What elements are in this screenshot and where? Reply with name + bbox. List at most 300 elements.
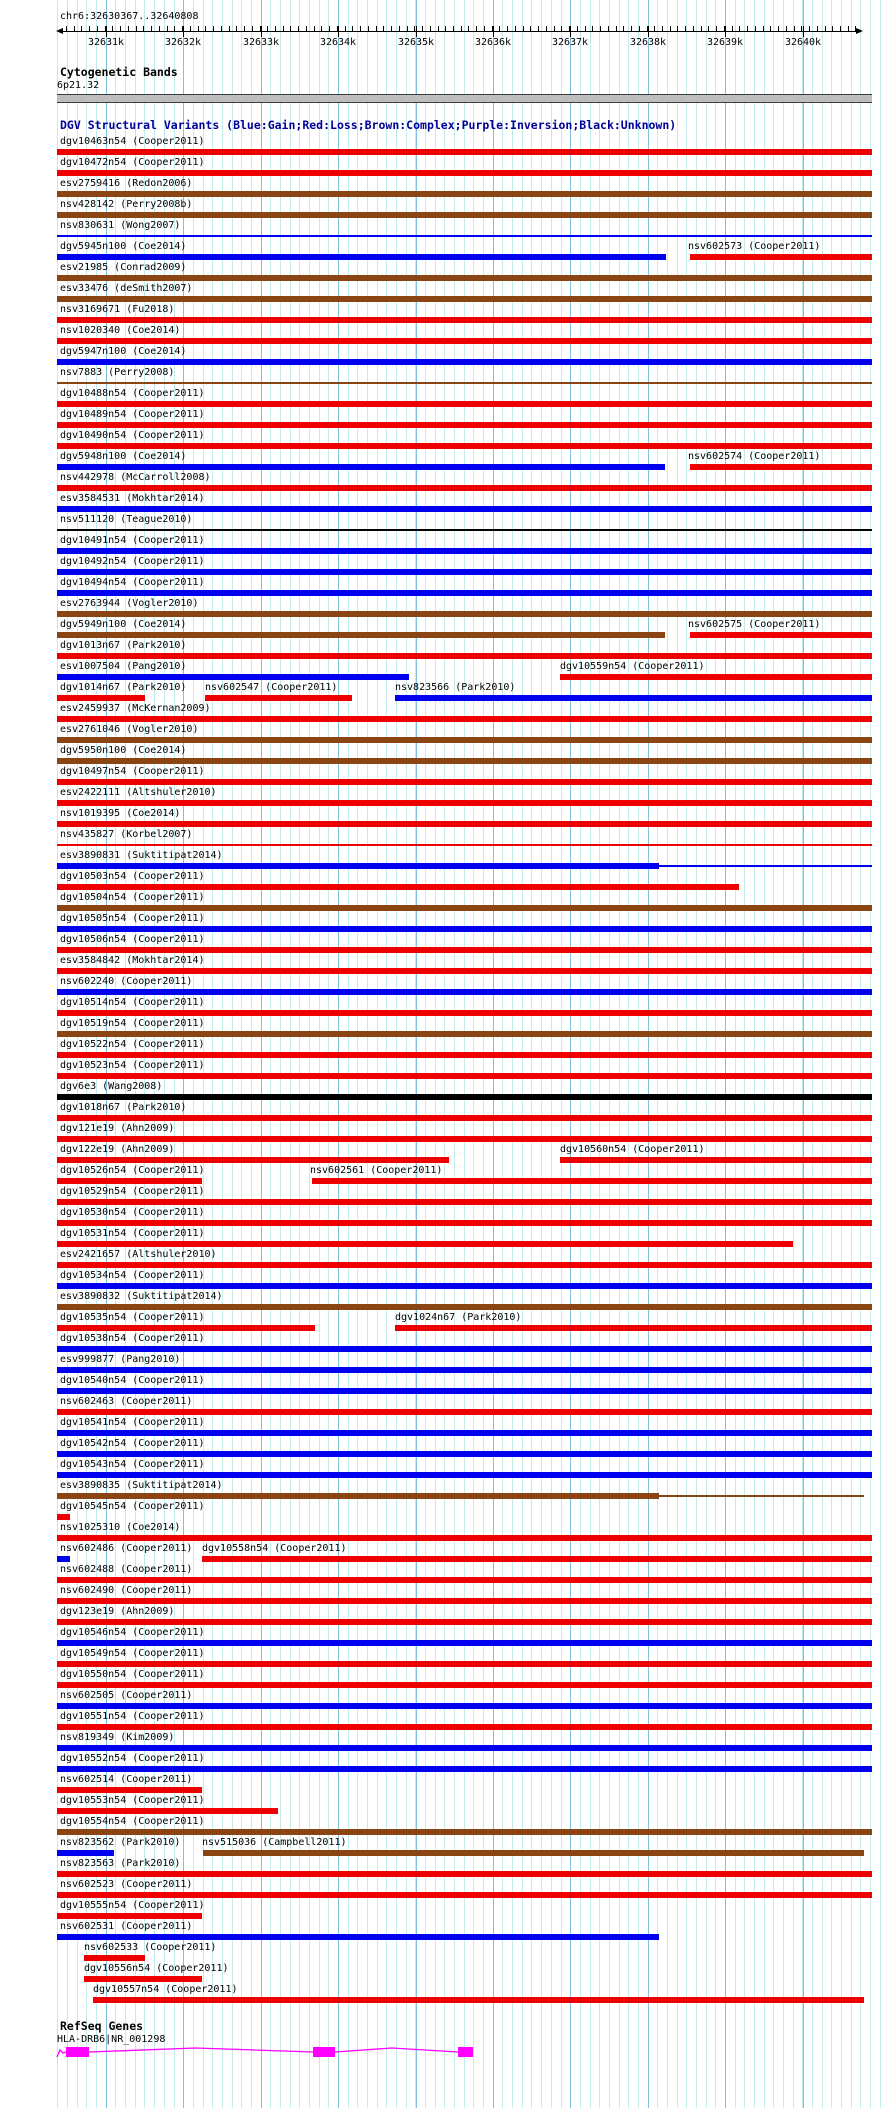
variant-bar[interactable] xyxy=(560,674,872,680)
variant-label: dgv10530n54 (Cooper2011) xyxy=(60,1207,205,1218)
variant-label: esv2421657 (Altshuler2010) xyxy=(60,1249,217,1260)
variant-bar[interactable] xyxy=(57,821,872,827)
cytoband-label: 6p21.32 xyxy=(57,80,100,91)
ruler-minor-tick xyxy=(352,26,353,31)
ruler-tick-label: 32640k xyxy=(784,37,822,48)
gene-exon[interactable] xyxy=(458,2047,473,2057)
variant-bar[interactable] xyxy=(57,1031,872,1037)
ruler-minor-tick xyxy=(422,26,423,31)
variant-bar[interactable] xyxy=(57,695,145,701)
variant-bar[interactable] xyxy=(57,1934,659,1940)
ruler-minor-tick xyxy=(407,26,408,31)
ruler-minor-tick xyxy=(252,26,253,31)
ruler-minor-tick xyxy=(391,26,392,31)
variant-bar[interactable] xyxy=(57,170,872,176)
variant-label: nsv515036 (Campbell2011) xyxy=(202,1837,347,1848)
variant-label: nsv602575 (Cooper2011) xyxy=(688,619,821,630)
track-header-refseq: RefSeq Genes xyxy=(60,2019,144,2033)
ruler-minor-tick xyxy=(314,26,315,31)
variant-bar[interactable] xyxy=(57,1073,872,1079)
ruler-minor-tick xyxy=(530,26,531,31)
ruler-minor-tick xyxy=(360,26,361,31)
variant-label: esv999877 (Pang2010) xyxy=(60,1354,181,1365)
ruler-minor-tick xyxy=(507,26,508,31)
variant-bar[interactable] xyxy=(57,569,872,575)
variant-label: dgv10488n54 (Cooper2011) xyxy=(60,388,205,399)
variant-label: nsv602488 (Cooper2011) xyxy=(60,1564,193,1575)
ruler-minor-tick xyxy=(677,26,678,31)
variant-bar[interactable] xyxy=(57,1766,872,1772)
variant-bar[interactable] xyxy=(57,1535,872,1541)
variant-bar[interactable] xyxy=(57,1556,70,1562)
ruler-minor-tick xyxy=(143,26,144,31)
variant-bar[interactable] xyxy=(57,1367,872,1373)
ruler-minor-tick xyxy=(174,26,175,31)
ruler-minor-tick xyxy=(848,26,849,31)
variant-bar[interactable] xyxy=(57,235,872,237)
variant-bar[interactable] xyxy=(57,443,872,449)
variant-label: dgv10504n54 (Cooper2011) xyxy=(60,892,205,903)
variant-bar[interactable] xyxy=(57,401,872,407)
variant-label: dgv5949n100 (Coe2014) xyxy=(60,619,187,630)
variant-bar[interactable] xyxy=(57,254,666,260)
ruler-minor-tick xyxy=(476,26,477,31)
variant-bar[interactable] xyxy=(57,926,872,932)
ruler-minor-tick xyxy=(801,26,802,31)
variant-label: dgv123e19 (Ahn2009) xyxy=(60,1606,175,1617)
variant-label: dgv1024n67 (Park2010) xyxy=(395,1312,522,1323)
variant-bar[interactable] xyxy=(57,1283,872,1289)
variant-label: dgv10545n54 (Cooper2011) xyxy=(60,1501,205,1512)
variant-bar[interactable] xyxy=(57,149,872,155)
ruler-minor-tick xyxy=(151,26,152,31)
variant-bar[interactable] xyxy=(57,296,872,302)
variant-label: esv2422111 (Altshuler2010) xyxy=(60,787,217,798)
variant-bar[interactable] xyxy=(57,1745,872,1751)
variant-bar[interactable] xyxy=(57,844,872,846)
variant-bar[interactable] xyxy=(57,1262,872,1268)
ruler-minor-tick xyxy=(840,26,841,31)
variant-bar[interactable] xyxy=(57,1577,872,1583)
ruler-minor-tick xyxy=(112,26,113,31)
variant-bar[interactable] xyxy=(57,191,872,197)
variant-label: nsv602514 (Cooper2011) xyxy=(60,1774,193,1785)
variant-bar[interactable] xyxy=(57,1913,202,1919)
ruler-tick-label: 32634k xyxy=(319,37,357,48)
variant-bar[interactable] xyxy=(57,1493,659,1499)
variant-bar[interactable] xyxy=(659,1495,864,1497)
variant-label: dgv10552n54 (Cooper2011) xyxy=(60,1753,205,1764)
variant-label: nsv602505 (Cooper2011) xyxy=(60,1690,193,1701)
variant-bar[interactable] xyxy=(690,464,872,470)
variant-label: esv33476 (deSmith2007) xyxy=(60,283,193,294)
variant-bar[interactable] xyxy=(312,1178,872,1184)
ruler-minor-tick xyxy=(306,26,307,31)
variant-label: esv2459937 (McKernan2009) xyxy=(60,703,211,714)
ruler-tick-label: 32639k xyxy=(706,37,744,48)
variant-bar[interactable] xyxy=(57,1010,872,1016)
variant-bar[interactable] xyxy=(57,1199,872,1205)
variant-label: dgv1013n67 (Park2010) xyxy=(60,640,187,651)
ruler-minor-tick xyxy=(616,26,617,31)
variant-bar[interactable] xyxy=(57,1430,872,1436)
variant-bar[interactable] xyxy=(57,1829,872,1835)
ruler-minor-tick xyxy=(770,26,771,31)
ruler-minor-tick xyxy=(685,26,686,31)
variant-bar[interactable] xyxy=(57,1094,872,1100)
variant-bar[interactable] xyxy=(57,989,872,995)
variant-bar[interactable] xyxy=(690,632,872,638)
variant-label: nsv7883 (Perry2008) xyxy=(60,367,175,378)
variant-label: dgv5950n100 (Coe2014) xyxy=(60,745,187,756)
variant-bar[interactable] xyxy=(57,1640,872,1646)
ruler-minor-tick xyxy=(229,26,230,31)
variant-bar[interactable] xyxy=(57,1178,202,1184)
variant-label: esv3890832 (Suktitipat2014) xyxy=(60,1291,223,1302)
ruler-minor-tick xyxy=(190,26,191,31)
variant-bar[interactable] xyxy=(57,1409,872,1415)
variant-bar[interactable] xyxy=(57,611,872,617)
ruler-minor-tick xyxy=(468,26,469,31)
gene-exon[interactable] xyxy=(313,2047,335,2057)
ruler-minor-tick xyxy=(832,26,833,31)
ruler-minor-tick xyxy=(484,26,485,31)
variant-label: dgv10472n54 (Cooper2011) xyxy=(60,157,205,168)
variant-bar[interactable] xyxy=(57,1514,70,1520)
ruler-tick-label: 32633k xyxy=(242,37,280,48)
variant-label: dgv10497n54 (Cooper2011) xyxy=(60,766,205,777)
variant-label: nsv1025310 (Coe2014) xyxy=(60,1522,181,1533)
variant-bar[interactable] xyxy=(395,695,872,701)
ruler-minor-tick xyxy=(794,26,795,31)
variant-bar[interactable] xyxy=(57,1808,278,1814)
variant-label: nsv1020340 (Coe2014) xyxy=(60,325,181,336)
variant-bar[interactable] xyxy=(57,548,872,554)
variant-label: dgv10542n54 (Cooper2011) xyxy=(60,1438,205,1449)
ruler-minor-tick xyxy=(585,26,586,31)
variant-bar[interactable] xyxy=(57,212,872,218)
ruler-major-tick xyxy=(261,26,262,37)
gene-intron-line[interactable] xyxy=(57,2050,66,2057)
variant-label: esv2759416 (Redon2006) xyxy=(60,178,193,189)
variant-bar[interactable] xyxy=(57,1472,872,1478)
variant-label: dgv10549n54 (Cooper2011) xyxy=(60,1648,205,1659)
ruler-minor-tick xyxy=(554,26,555,31)
variant-label: nsv442978 (McCarroll2008) xyxy=(60,472,211,483)
variant-bar[interactable] xyxy=(57,485,872,491)
variant-label: nsv602561 (Cooper2011) xyxy=(310,1165,443,1176)
ruler-minor-tick xyxy=(515,26,516,31)
variant-label: nsv602531 (Cooper2011) xyxy=(60,1921,193,1932)
variant-label: nsv602486 (Cooper2011) xyxy=(60,1543,193,1554)
variant-bar[interactable] xyxy=(57,1136,872,1142)
ruler-minor-tick xyxy=(97,26,98,31)
variant-label: nsv602523 (Cooper2011) xyxy=(60,1879,193,1890)
variant-bar[interactable] xyxy=(57,1115,872,1121)
ruler-minor-tick xyxy=(275,26,276,31)
grid-minor-line xyxy=(880,0,881,2108)
variant-bar[interactable] xyxy=(57,1724,872,1730)
ruler-tick-label: 32631k xyxy=(87,37,125,48)
ruler-minor-tick xyxy=(414,26,415,31)
variant-label: esv3890835 (Suktitipat2014) xyxy=(60,1480,223,1491)
variant-bar[interactable] xyxy=(202,1556,872,1562)
variant-bar[interactable] xyxy=(57,716,872,722)
variant-label: nsv602573 (Cooper2011) xyxy=(688,241,821,252)
ruler-major-tick xyxy=(648,26,649,37)
ruler-minor-tick xyxy=(708,26,709,31)
variant-label: dgv10529n54 (Cooper2011) xyxy=(60,1186,205,1197)
variant-bar[interactable] xyxy=(57,737,872,743)
variant-label: dgv10559n54 (Cooper2011) xyxy=(560,661,705,672)
ruler-minor-tick xyxy=(747,26,748,31)
ruler-major-tick xyxy=(725,26,726,37)
ruler-minor-tick xyxy=(732,26,733,31)
variant-bar[interactable] xyxy=(57,1388,872,1394)
ruler-minor-tick xyxy=(670,26,671,31)
variant-label: dgv5947n100 (Coe2014) xyxy=(60,346,187,357)
ruler-minor-tick xyxy=(376,26,377,31)
ruler-minor-tick xyxy=(244,26,245,31)
ruler-minor-tick xyxy=(74,26,75,31)
variant-label: dgv10558n54 (Cooper2011) xyxy=(202,1543,347,1554)
ruler-minor-tick xyxy=(739,26,740,31)
variant-bar[interactable] xyxy=(57,1598,872,1604)
variant-bar[interactable] xyxy=(57,863,659,869)
ruler-minor-tick xyxy=(592,26,593,31)
variant-bar[interactable] xyxy=(205,695,352,701)
variant-bar[interactable] xyxy=(57,1703,872,1709)
variant-label: dgv121e19 (Ahn2009) xyxy=(60,1123,175,1134)
ruler-minor-tick xyxy=(298,26,299,31)
variant-label: dgv10556n54 (Cooper2011) xyxy=(84,1963,229,1974)
ruler-minor-tick xyxy=(159,26,160,31)
variant-bar[interactable] xyxy=(84,1976,202,1982)
variant-label: esv3584531 (Mokhtar2014) xyxy=(60,493,205,504)
cytoband-bar[interactable] xyxy=(57,94,872,103)
ruler-minor-tick xyxy=(701,26,702,31)
ruler-minor-tick xyxy=(290,26,291,31)
variant-label: nsv823566 (Park2010) xyxy=(395,682,516,693)
variant-label: dgv10553n54 (Cooper2011) xyxy=(60,1795,205,1806)
variant-bar[interactable] xyxy=(57,1241,793,1247)
variant-label: dgv10526n54 (Cooper2011) xyxy=(60,1165,205,1176)
ruler-minor-tick xyxy=(205,26,206,31)
variant-label: dgv10492n54 (Cooper2011) xyxy=(60,556,205,567)
variant-bar[interactable] xyxy=(57,674,409,680)
variant-bar[interactable] xyxy=(57,529,872,531)
variant-label: esv21985 (Conrad2009) xyxy=(60,262,187,273)
variant-bar[interactable] xyxy=(57,422,872,428)
variant-label: esv2763944 (Vogler2010) xyxy=(60,598,199,609)
ruler-minor-tick xyxy=(499,26,500,31)
variant-bar[interactable] xyxy=(57,1871,872,1877)
variant-label: dgv10531n54 (Cooper2011) xyxy=(60,1228,205,1239)
variant-bar[interactable] xyxy=(659,865,872,867)
ruler-minor-tick xyxy=(89,26,90,31)
ruler-minor-tick xyxy=(236,26,237,31)
ruler-minor-tick xyxy=(430,26,431,31)
ruler-minor-tick xyxy=(631,26,632,31)
ruler-minor-tick xyxy=(825,26,826,31)
track-header-cytobands: Cytogenetic Bands xyxy=(60,65,178,79)
ruler-minor-tick xyxy=(136,26,137,31)
variant-bar[interactable] xyxy=(57,758,872,764)
ruler-minor-tick xyxy=(66,26,67,31)
variant-bar[interactable] xyxy=(57,338,872,344)
variant-bar[interactable] xyxy=(57,1661,872,1667)
variant-label: esv3890831 (Suktitipat2014) xyxy=(60,850,223,861)
variant-label: nsv511120 (Teague2010) xyxy=(60,514,193,525)
variant-bar[interactable] xyxy=(57,947,872,953)
gene-exon[interactable] xyxy=(66,2047,89,2057)
variant-label: dgv10491n54 (Cooper2011) xyxy=(60,535,205,546)
variant-bar[interactable] xyxy=(560,1157,872,1163)
ruler-minor-tick xyxy=(608,26,609,31)
ruler-minor-tick xyxy=(198,26,199,31)
variant-bar[interactable] xyxy=(57,590,872,596)
ruler-minor-tick xyxy=(778,26,779,31)
variant-label: dgv10541n54 (Cooper2011) xyxy=(60,1417,205,1428)
ruler-minor-tick xyxy=(267,26,268,31)
gene-label: HLA-DRB6|NR_001298 xyxy=(57,2034,166,2045)
variant-bar[interactable] xyxy=(57,1892,872,1898)
ruler-minor-tick xyxy=(128,26,129,31)
variant-bar[interactable] xyxy=(57,884,739,890)
variant-label: nsv1019395 (Coe2014) xyxy=(60,808,181,819)
variant-bar[interactable] xyxy=(57,800,872,806)
variant-label: esv2761046 (Vogler2010) xyxy=(60,724,199,735)
ruler-major-tick xyxy=(416,26,417,37)
ruler-minor-tick xyxy=(639,26,640,31)
variant-bar[interactable] xyxy=(57,968,872,974)
ruler-minor-tick xyxy=(855,26,856,31)
variant-label: dgv10557n54 (Cooper2011) xyxy=(93,1984,238,1995)
variant-label: dgv10523n54 (Cooper2011) xyxy=(60,1060,205,1071)
gene-intron-line[interactable] xyxy=(89,2048,313,2052)
ruler-minor-tick xyxy=(321,26,322,31)
variant-bar[interactable] xyxy=(57,1304,872,1310)
variant-bar[interactable] xyxy=(203,1850,864,1856)
ruler-major-tick xyxy=(803,26,804,37)
variant-bar[interactable] xyxy=(57,359,872,365)
variant-bar[interactable] xyxy=(57,1451,872,1457)
variant-bar[interactable] xyxy=(57,632,665,638)
ruler-minor-tick xyxy=(283,26,284,31)
variant-label: dgv10519n54 (Cooper2011) xyxy=(60,1018,205,1029)
variant-bar[interactable] xyxy=(57,506,872,512)
variant-bar[interactable] xyxy=(57,653,872,659)
variant-label: nsv602533 (Cooper2011) xyxy=(84,1942,217,1953)
ruler-minor-tick xyxy=(445,26,446,31)
ruler-minor-tick xyxy=(399,26,400,31)
variant-bar[interactable] xyxy=(57,317,872,323)
ruler-minor-tick xyxy=(81,26,82,31)
ruler-tick-label: 32632k xyxy=(164,37,202,48)
ruler-minor-tick xyxy=(600,26,601,31)
variant-bar[interactable] xyxy=(57,275,872,281)
variant-label: nsv602240 (Cooper2011) xyxy=(60,976,193,987)
ruler-minor-tick xyxy=(561,26,562,31)
variant-label: dgv10560n54 (Cooper2011) xyxy=(560,1144,705,1155)
variant-bar[interactable] xyxy=(57,1052,872,1058)
variant-bar[interactable] xyxy=(57,779,872,785)
variant-label: dgv10540n54 (Cooper2011) xyxy=(60,1375,205,1386)
ruler-tick-label: 32636k xyxy=(474,37,512,48)
ruler-left-arrow-icon xyxy=(56,28,63,34)
variant-label: dgv10555n54 (Cooper2011) xyxy=(60,1900,205,1911)
variant-bar[interactable] xyxy=(93,1997,864,2003)
track-header-dgv: DGV Structural Variants (Blue:Gain;Red:Loss;Brown:Complex;Purple:Inversion;Black:Unknown) xyxy=(60,118,677,132)
ruler-minor-tick xyxy=(461,26,462,31)
variant-label: dgv10522n54 (Cooper2011) xyxy=(60,1039,205,1050)
variant-bar[interactable] xyxy=(57,1619,872,1625)
variant-label: nsv819349 (Kim2009) xyxy=(60,1732,175,1743)
variant-bar[interactable] xyxy=(690,254,872,260)
variant-label: nsv602574 (Cooper2011) xyxy=(688,451,821,462)
variant-bar[interactable] xyxy=(84,1955,145,1961)
ruler-minor-tick xyxy=(755,26,756,31)
variant-label: dgv122e19 (Ahn2009) xyxy=(60,1144,175,1155)
ruler-minor-tick xyxy=(546,26,547,31)
variant-label: dgv10551n54 (Cooper2011) xyxy=(60,1711,205,1722)
ruler-tick-label: 32637k xyxy=(551,37,589,48)
variant-label: dgv10463n54 (Cooper2011) xyxy=(60,136,205,147)
variant-label: nsv602547 (Cooper2011) xyxy=(205,682,338,693)
variant-label: dgv10543n54 (Cooper2011) xyxy=(60,1459,205,1470)
variant-label: dgv1018n67 (Park2010) xyxy=(60,1102,187,1113)
ruler-minor-tick xyxy=(453,26,454,31)
ruler-minor-tick xyxy=(654,26,655,31)
ruler-minor-tick xyxy=(786,26,787,31)
variant-label: nsv435827 (Korbel2007) xyxy=(60,829,193,840)
variant-bar[interactable] xyxy=(57,1220,872,1226)
ruler-minor-tick xyxy=(623,26,624,31)
variant-label: nsv3169671 (Fu2018) xyxy=(60,304,175,315)
gene-intron-line[interactable] xyxy=(335,2048,458,2052)
variant-label: nsv823562 (Park2010) xyxy=(60,1837,181,1848)
ruler-minor-tick xyxy=(763,26,764,31)
variant-label: dgv10489n54 (Cooper2011) xyxy=(60,409,205,420)
variant-label: dgv10534n54 (Cooper2011) xyxy=(60,1270,205,1281)
variant-bar[interactable] xyxy=(57,382,872,384)
variant-label: dgv10538n54 (Cooper2011) xyxy=(60,1333,205,1344)
variant-label: dgv1014n67 (Park2010) xyxy=(60,682,187,693)
variant-label: nsv602463 (Cooper2011) xyxy=(60,1396,193,1407)
variant-bar[interactable] xyxy=(57,905,872,911)
ruler-minor-tick xyxy=(662,26,663,31)
variant-label: dgv10554n54 (Cooper2011) xyxy=(60,1816,205,1827)
variant-label: esv1007504 (Pang2010) xyxy=(60,661,187,672)
ruler-minor-tick xyxy=(693,26,694,31)
variant-bar[interactable] xyxy=(57,1346,872,1352)
ruler-minor-tick xyxy=(817,26,818,31)
ruler-minor-tick xyxy=(523,26,524,31)
ruler-minor-tick xyxy=(120,26,121,31)
variant-bar[interactable] xyxy=(57,1325,315,1331)
variant-bar[interactable] xyxy=(57,1787,202,1793)
variant-bar[interactable] xyxy=(57,1157,449,1163)
ruler-major-tick xyxy=(493,26,494,37)
ruler-major-tick xyxy=(183,26,184,37)
region-title: chr6:32630367..32640808 xyxy=(60,11,199,22)
variant-bar[interactable] xyxy=(57,464,665,470)
variant-bar[interactable] xyxy=(57,1682,872,1688)
variant-bar[interactable] xyxy=(57,1850,114,1856)
ruler-minor-tick xyxy=(221,26,222,31)
variant-bar[interactable] xyxy=(395,1325,872,1331)
ruler-axis-line xyxy=(63,31,856,32)
